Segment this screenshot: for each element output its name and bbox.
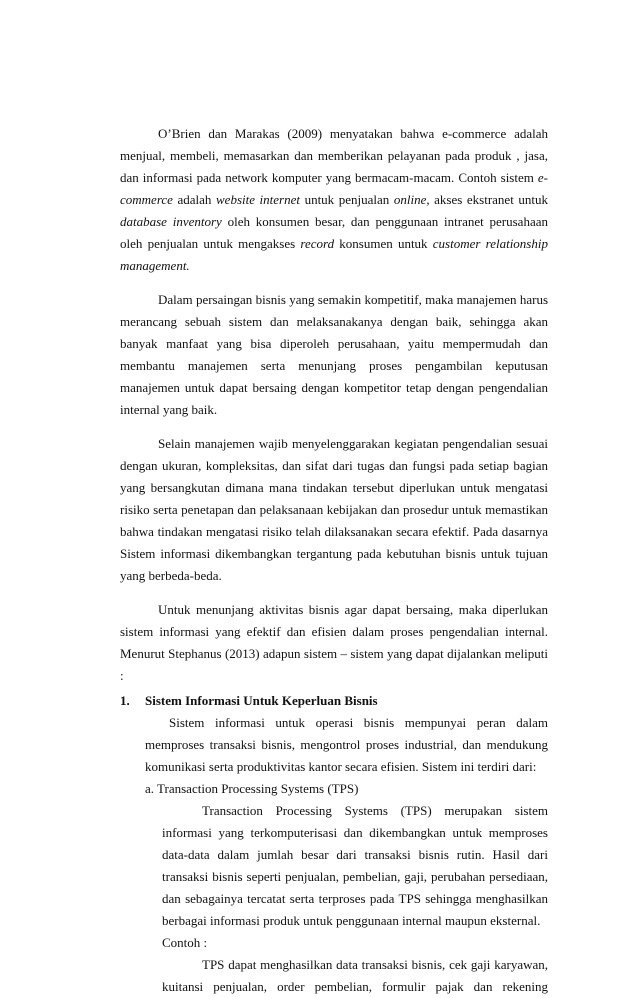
subsection-heading: a. Transaction Processing Systems (TPS) <box>145 781 359 796</box>
term-online: online, <box>393 192 430 207</box>
section-body <box>120 712 548 998</box>
section-heading <box>120 690 548 712</box>
paragraph-1-text-a: O’Brien dan Marakas (2009) menyatakan bahwa e-commerce adalah menjual, membeli, memasarkan dan memberikan pelayanan pada produk , jasa, dan informasi pada network komputer yang bermacam-macam. Contoh sistem <box>120 126 548 185</box>
term-crm: customer relationship management. <box>120 236 548 273</box>
example-label: Contoh : <box>162 935 208 950</box>
subsection-body <box>145 800 548 998</box>
paragraph-4: Untuk menunjang aktivitas bisnis agar dapat bersaing, maka diperlukan sistem informasi yang efektif dan efisien dalam proses pengendalian internal. Menurut Stephanus (2013) adapun sistem – sistem yang dapat dijalankan meliputi : <box>120 602 548 683</box>
term-record: record <box>300 236 335 251</box>
example-paragraph: TPS dapat menghasilkan data transaksi bisnis, cek gaji karyawan, kuitansi penjualan, order pembelian, formulir pajak dan rekening <box>162 957 548 994</box>
paragraph-1-text-b: adalah <box>172 192 216 207</box>
paragraph-1-text-d: akses ekstranet untuk <box>429 192 548 207</box>
section-intro: Sistem informasi untuk operasi bisnis mempunyai peran dalam memproses transaksi bisnis, mengontrol proses industrial, dan mendukung komunikasi serta produktivitas kantor secara efisien. Sistem ini terdiri dari: <box>145 715 548 774</box>
paragraph-1-text-e: oleh konsumen besar, dan penggunaan intranet perusahaan oleh penjualan untuk mengakses <box>120 214 548 251</box>
subsection-paragraph: Transaction Processing Systems (TPS) merupakan sistem informasi yang terkomputerisasi dan dikembangkan untuk memproses data-data dalam jumlah besar dari transaksi bisnis rutin. Hasil dari transaksi bisnis seperti penjualan, pembelian, gaji, perubahan persediaan, dan sebagainya tercatat serta terproses pada TPS sehingga menghasilkan berbagai informasi produk untuk penggunaan internal maupun eksternal. <box>162 803 548 928</box>
section-title: Sistem Informasi Untuk Keperluan Bisnis <box>145 693 378 708</box>
term-database-inventory: database inventory <box>120 214 222 229</box>
term-ecommerce: e-commerce <box>120 170 548 207</box>
paragraph-2: Dalam persaingan bisnis yang semakin kompetitif, maka manajemen harus merancang sebuah sistem dan melaksanakanya dengan baik, sehingga akan banyak manfaat yang bisa diperoleh perusahaan, yaitu mempermudah dan membantu manajemen serta menunjang proses pengambilan keputusan manajemen untuk dapat bersaing dengan kompetitor tetap dengan pengendalian internal yang baik. <box>120 292 548 417</box>
paragraph-1 <box>120 123 548 277</box>
paragraph-3: Selain manajemen wajib menyelenggarakan kegiatan pengendalian sesuai dengan ukuran, kompleksitas, dan sifat dari tugas dan fungsi pada setiap bagian yang bersangkutan dimana mana tindakan tersebut diperlukan untuk mengatasi risiko serta penetapan dan pelaksanaan kebijakan dan prosedur untuk memastikan bahwa tindakan mengatasi risiko telah dilaksanakan secara efektif. Pada dasarnya Sistem informasi dikembangkan tergantung pada kebutuhan bisnis untuk tujuan yang berbeda-beda. <box>120 436 548 583</box>
term-website-internet: website internet <box>216 192 300 207</box>
paragraph-1-text-c: untuk penjualan <box>300 192 394 207</box>
section-number: 1. <box>120 693 130 708</box>
paragraph-1-text-f: konsumen untuk <box>334 236 433 251</box>
